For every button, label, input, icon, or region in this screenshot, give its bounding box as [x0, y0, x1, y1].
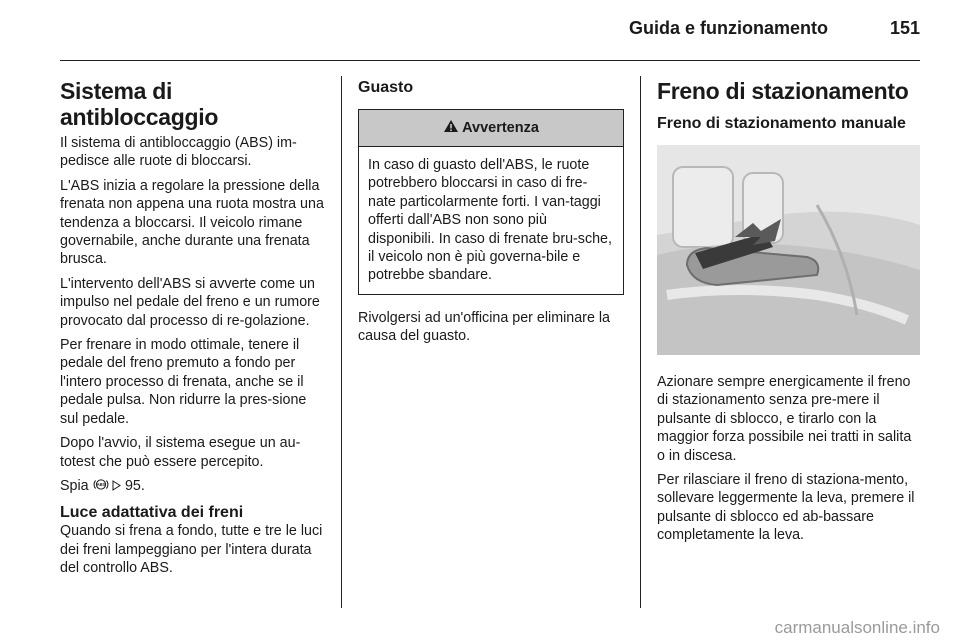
warning-box [358, 109, 624, 295]
spia-label: Spia [60, 477, 89, 494]
section-title: Guida e funzionamento [628, 18, 828, 38]
warning-triangle-icon [443, 119, 462, 137]
abs-warning-light-reference [60, 477, 326, 495]
column-middle [358, 78, 624, 352]
page-number: 151 [889, 18, 920, 38]
adaptive-brake-light-heading: Luce adattativa dei freni [60, 504, 244, 522]
manual-parking-brake-heading: Freno di stazionamento manuale [657, 115, 906, 132]
abs-warning-light-icon [93, 479, 112, 493]
column-divider-2 [640, 76, 641, 608]
abs-paragraph-1: Il sistema di antibloccaggio (ABS) im-pedisce alle ruote di bloccarsi. [60, 135, 297, 170]
parking-brake-paragraph-2: Per rilasciare il freno di staziona-mento, sollevare leggermente la leva, premere il pulsante di sblocco ed ab-bassare completamente la leva. [657, 472, 915, 544]
fault-heading: Guasto [358, 79, 414, 96]
page-reference-arrow-icon [112, 478, 125, 494]
adaptive-brake-light-paragraph: Quando si frena a fondo, tutte e tre le luci dei freni lampeggiano per l'intera durata del controllo ABS. [60, 523, 323, 577]
parking-brake-lever-illustration [657, 145, 920, 355]
page-reference: 95. [124, 477, 145, 494]
parking-brake-paragraph-1: Azionare sempre energicamente il freno di stazionamento senza pre-mere il pulsante di sblocco, e tirarlo con la maggior forza possibile nei tratti in salita o in discesa. [657, 374, 912, 464]
warning-title: Avvertenza [462, 119, 539, 136]
warning-text: In caso di guasto dell'ABS, le ruote potrebbero bloccarsi in caso di fre-nate particolarmente forti. I van-taggi offerti dall'ABS non sono più disponibili. In caso di frenate bru-sche, il veicolo non è più governa-bile e potrebbe sbandare. [368, 157, 612, 284]
fault-paragraph: Rivolgersi ad un'officina per eliminare la causa del guasto. [358, 309, 610, 345]
column-left [60, 78, 326, 584]
column-divider-1 [341, 76, 342, 608]
abs-paragraph-5: Dopo l'avvio, il sistema esegue un au-totest che può essere percepito. [60, 435, 301, 470]
abs-paragraph-4: Per frenare in modo ottimale, tenere il pedale del freno premuto a fondo per l'intero processo di frenata, anche se il pedale pulsa. Non ridurre la pres-sione sul pedale. [60, 337, 307, 427]
svg-text:ABS: ABS [96, 481, 106, 487]
page-header [60, 18, 920, 48]
warning-header [359, 110, 623, 147]
parking-brake-heading: Freno di stazionamento [657, 78, 909, 104]
abs-paragraph-2: L'ABS inizia a regolare la pressione della frenata non appena una ruota mostra una tendenza a bloccarsi. Il veicolo rimane governabile, anche durante una frenata brusca. [60, 177, 324, 268]
abs-paragraph-3: L'intervento dell'ABS si avverte come un impulso nel pedale del freno e un rumore provocato dal processo di re-golazione. [60, 275, 320, 329]
column-right [657, 78, 920, 551]
watermark: carmanualsonline.info [774, 618, 940, 637]
abs-heading: Sistema di antibloccaggio [60, 78, 219, 130]
header-divider [60, 60, 920, 61]
